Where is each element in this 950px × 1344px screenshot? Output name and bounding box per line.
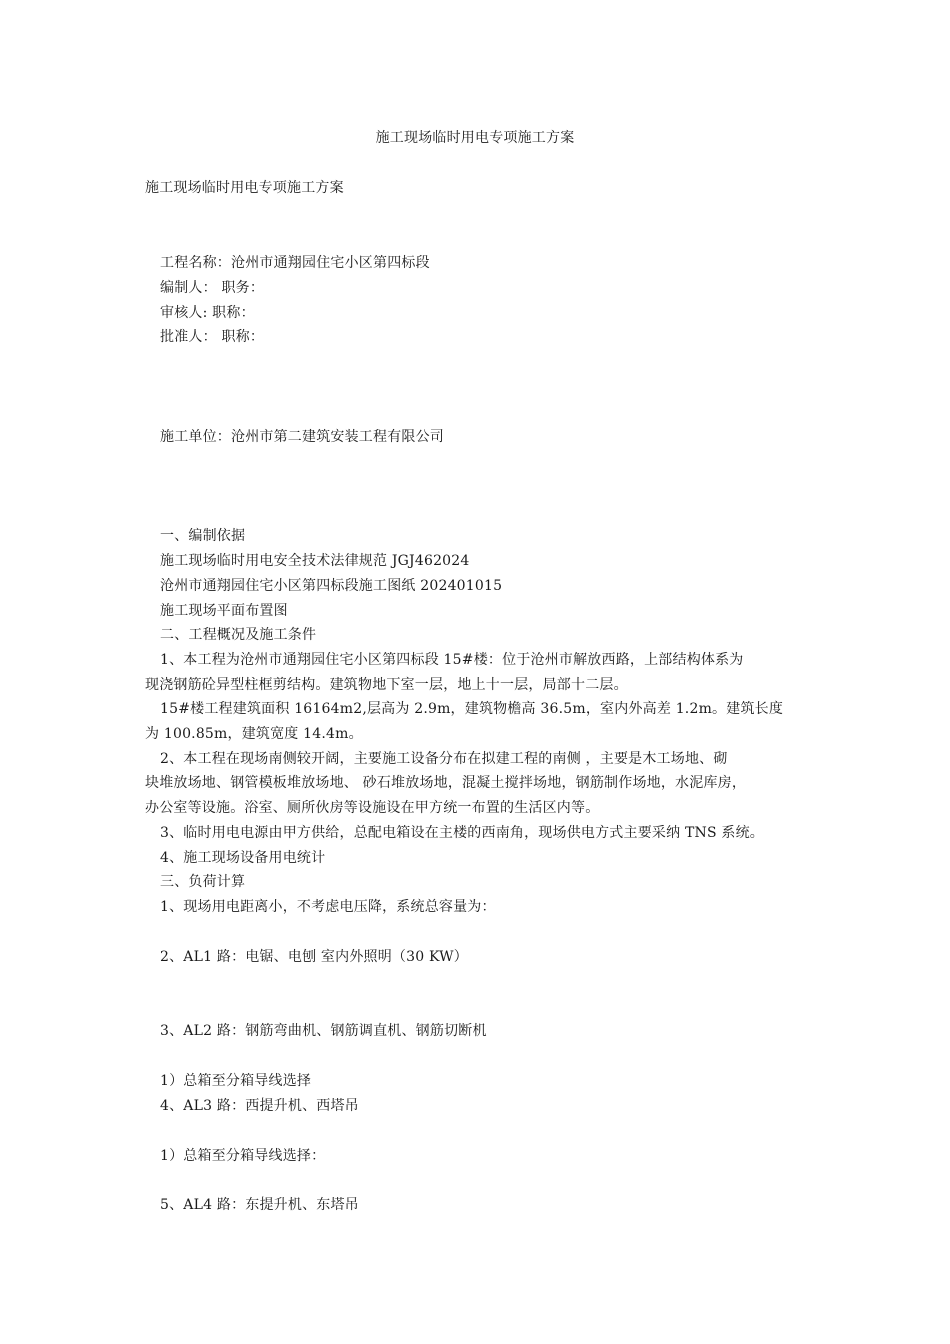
approver-line: 批准人： 职称： [160, 329, 265, 345]
paragraph: 5、AL4 路：东提升机、东塔吊 [160, 1197, 359, 1213]
section-heading: 二、工程概况及施工条件 [160, 627, 317, 643]
project-name: 工程名称：沧州市通翔园住宅小区第四标段 [160, 255, 430, 271]
reviewer-line: 审核人: 职称： [160, 305, 255, 321]
paragraph: 3、临时用电电源由甲方供给，总配电箱设在主楼的西南角，现场供电方式主要采纳 TNS 系统。 [160, 825, 764, 841]
paragraph: 1、现场用电距离小，不考虑电压降，系统总容量为： [160, 899, 496, 915]
paragraph: 施工现场平面布置图 [160, 603, 288, 619]
paragraph: 沧州市通翔园住宅小区第四标段施工图纸 202401015 [160, 578, 503, 594]
paragraph: 1、本工程为沧州市通翔园住宅小区第四标段 15#楼：位于沧州市解放西路，上部结构体系为 [160, 652, 744, 668]
contractor-line: 施工单位：沧州市第二建筑安装工程有限公司 [160, 429, 444, 445]
compiler-line: 编制人： 职务： [160, 280, 265, 296]
paragraph: 施工现场临时用电安全技术法律规范 JGJ462024 [160, 553, 470, 569]
paragraph: 1）总箱至分箱导线选择： [160, 1148, 326, 1164]
section-heading: 三、负荷计算 [160, 874, 246, 890]
paragraph: 15#楼工程建筑面积 16164m2,层高为 2.9m，建筑物檐高 36.5m，室内外高差 1.2m。建筑长度 [160, 701, 784, 717]
paragraph: 4、AL3 路：西提升机、西塔吊 [160, 1098, 359, 1114]
paragraph: 2、本工程在现场南侧较开阔，主要施工设备分布在拟建工程的南侧 ，主要是木工场地、砌 [160, 751, 728, 767]
header-title: 施工现场临时用电专项施工方案 [375, 130, 575, 146]
section-heading: 一、编制依据 [160, 528, 246, 544]
paragraph: 1）总箱至分箱导线选择 [160, 1073, 312, 1089]
paragraph: 现浇钢筋砼异型柱框剪结构。建筑物地下室一层，地上十一层，局部十二层。 [145, 677, 628, 693]
paragraph: 块堆放场地、钢管模板堆放场地、 砂石堆放场地，混凝土搅拌场地，钢筋制作场地，水泥库房， [145, 775, 747, 791]
paragraph: 办公室等设施。浴室、厕所伙房等设施设在甲方统一布置的生活区内等。 [145, 800, 600, 816]
paragraph: 3、AL2 路：钢筋弯曲机、钢筋调直机、钢筋切断机 [160, 1023, 487, 1039]
doc-title: 施工现场临时用电专项施工方案 [145, 180, 344, 196]
paragraph: 为 100.85m，建筑宽度 14.4m。 [145, 726, 363, 742]
paragraph: 4、施工现场设备用电统计 [160, 850, 326, 866]
paragraph: 2、AL1 路：电锯、电刨 室内外照明（30 KW） [160, 949, 468, 965]
